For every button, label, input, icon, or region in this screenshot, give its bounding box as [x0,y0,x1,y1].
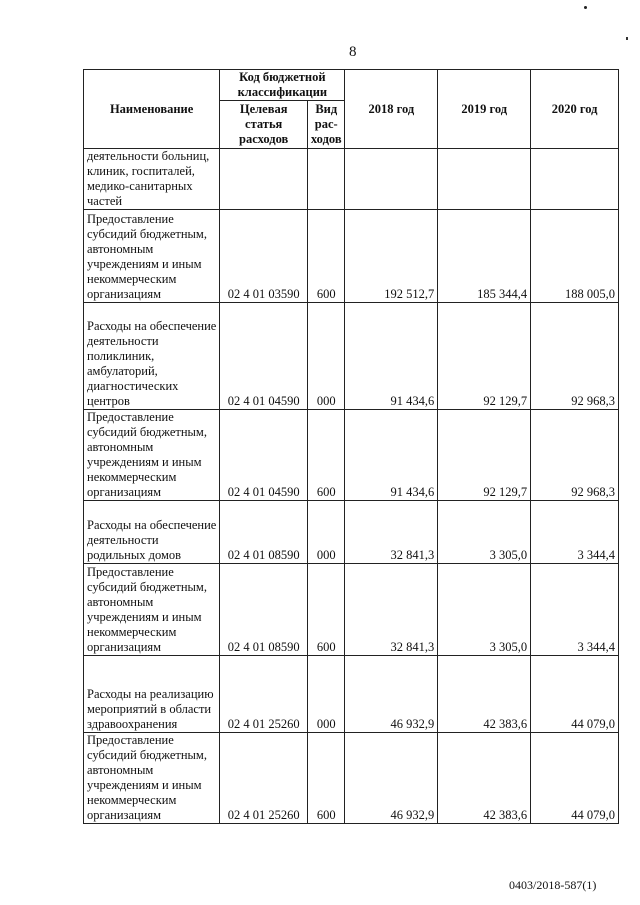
row-2019: 92 129,7 [438,410,531,501]
row-name: Предоставление субсидий бюджетным, автономным учреждениям и иным некоммерческим организациям [84,210,220,303]
header-name: Наименование [84,70,220,149]
page-number: 8 [349,44,357,60]
header-kind: Вид рас-ходов [308,101,345,149]
row-2018: 46 932,9 [345,733,438,824]
row-kind: 000 [308,303,345,410]
header-2020: 2020 год [531,70,619,149]
row-kind: 600 [308,210,345,303]
row-kind: 000 [308,656,345,733]
row-2018: 32 841,3 [345,564,438,656]
row-2018: 32 841,3 [345,501,438,564]
scan-speck [626,37,628,40]
row-2020 [531,149,619,210]
row-2019: 185 344,4 [438,210,531,303]
row-name: деятельности больниц, клиник, госпиталей, медико-санитарных частей [84,149,220,210]
row-2019 [438,149,531,210]
row-2018 [345,149,438,210]
row-code: 02 4 01 08590 [220,564,308,656]
table-row [84,656,619,733]
row-2020: 188 005,0 [531,210,619,303]
scan-speck [584,6,587,9]
row-name: Предоставление субсидий бюджетным, автономным учреждениям и иным некоммерческим организациям [84,564,220,656]
row-2019: 3 305,0 [438,564,531,656]
header-2018: 2018 год [345,70,438,149]
table-row [84,410,619,501]
row-code: 02 4 01 25260 [220,656,308,733]
row-code: 02 4 01 08590 [220,501,308,564]
row-name: Расходы на реализацию мероприятий в области здравоохранения [84,656,220,733]
row-name: Предоставление субсидий бюджетным, автономным учреждениям и иным некоммерческим организациям [84,410,220,501]
row-name: Предоставление субсидий бюджетным, автономным учреждениям и иным некоммерческим организациям [84,733,220,824]
table-row [84,564,619,656]
table-row [84,303,619,410]
header-2019: 2019 год [438,70,531,149]
row-name: Расходы на обеспечение деятельности родильных домов [84,501,220,564]
row-2018: 46 932,9 [345,656,438,733]
row-2020: 3 344,4 [531,564,619,656]
table-row [84,501,619,564]
row-2019: 92 129,7 [438,303,531,410]
table-row [84,149,619,210]
row-kind [308,149,345,210]
row-code [220,149,308,210]
table-row [84,210,619,303]
row-kind: 600 [308,564,345,656]
header-code-group: Код бюджетной классификации [220,70,345,101]
row-code: 02 4 01 25260 [220,733,308,824]
row-2020: 92 968,3 [531,303,619,410]
row-name: Расходы на обеспечение деятельности поликлиник, амбулаторий, диагностических центров [84,303,220,410]
row-code: 02 4 01 03590 [220,210,308,303]
row-kind: 000 [308,501,345,564]
row-2020: 92 968,3 [531,410,619,501]
row-2018: 91 434,6 [345,410,438,501]
row-2020: 44 079,0 [531,656,619,733]
budget-table [83,69,619,824]
row-2019: 42 383,6 [438,656,531,733]
row-kind: 600 [308,410,345,501]
row-2019: 42 383,6 [438,733,531,824]
document-code: 0403/2018-587(1) [509,878,597,892]
row-2020: 44 079,0 [531,733,619,824]
row-kind: 600 [308,733,345,824]
row-2020: 3 344,4 [531,501,619,564]
row-code: 02 4 01 04590 [220,303,308,410]
row-code: 02 4 01 04590 [220,410,308,501]
header-target: Целевая статья расходов [220,101,308,149]
row-2018: 91 434,6 [345,303,438,410]
row-2019: 3 305,0 [438,501,531,564]
row-2018: 192 512,7 [345,210,438,303]
table-row [84,733,619,824]
